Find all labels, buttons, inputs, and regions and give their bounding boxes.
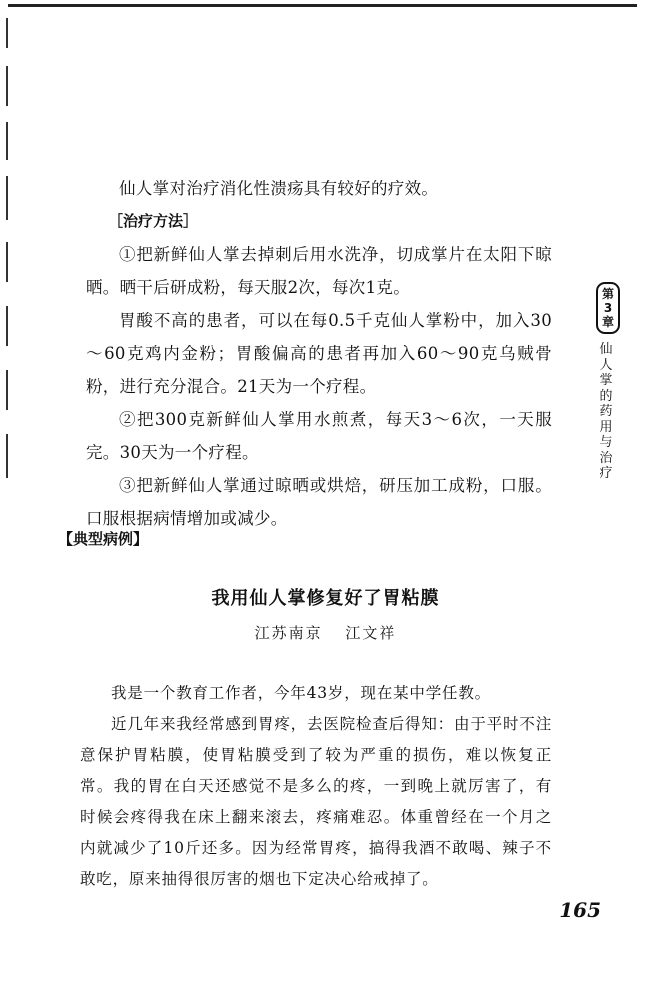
byline-place: 江苏南京 — [254, 624, 323, 642]
treatment-paragraph-3: ②把300克新鲜仙人掌用水煎煮，每天3～6次，一天服完。30天为一个疗程。 — [86, 410, 552, 462]
chapter-label: 第3章 — [596, 282, 620, 334]
story-paragraph-1: 我是一个教育工作者，今年43岁，现在某中学任教。 — [111, 684, 491, 702]
treatment-paragraph-2: 胃酸不高的患者，可以在每0.5千克仙人掌粉中，加入30～60克鸡内金粉；胃酸偏高的患者再加入60～90克乌贼骨粉，进行充分混合。21天为一个疗程。 — [86, 311, 552, 396]
case-heading: 【典型病例】 — [58, 530, 149, 548]
byline — [0, 622, 651, 643]
story-title: 我用仙人掌修复好了胃粘膜 — [211, 588, 440, 609]
byline-author: 江文祥 — [345, 624, 397, 642]
treatment-paragraph-1: ①把新鲜仙人掌去掉刺后用水洗净，切成掌片在太阳下晾晒。晒干后研成粉，每天服2次，每次1克。 — [86, 245, 552, 297]
treatment-section — [86, 172, 552, 535]
chapter-title: 仙人掌的药用与治疗 — [599, 342, 613, 481]
intro-line: 仙人掌对治疗消化性溃疡具有较好的疗效。 — [119, 179, 439, 198]
chapter-side-tab — [596, 282, 622, 482]
top-rule — [8, 4, 637, 7]
margin-ticks — [6, 14, 9, 494]
treatment-paragraph-4: ③把新鲜仙人掌通过晾晒或烘焙，研压加工成粉，口服。口服根据病情增加或减少。 — [86, 476, 552, 528]
story-paragraph-2: 近几年来我经常感到胃疼，去医院检查后得知：由于平时不注意保护胃粘膜，使胃粘膜受到了较为严重的损伤，难以恢复正常。我的胃在白天还感觉不是多么的疼，一到晚上就厉害了，有时候会疼得我在床上翻来滚去，疼痛难忍。体重曾经在一个月之内就减少了10斤还多。因为经常胃疼，搞得我酒不敢喝、辣子不敢吃，原来抽得很厉害的烟也下定决心给戒掉了。 — [80, 715, 552, 888]
story-body — [80, 678, 552, 895]
page-number: 165 — [559, 898, 601, 922]
treatment-heading: ［治疗方法］ — [108, 212, 199, 230]
